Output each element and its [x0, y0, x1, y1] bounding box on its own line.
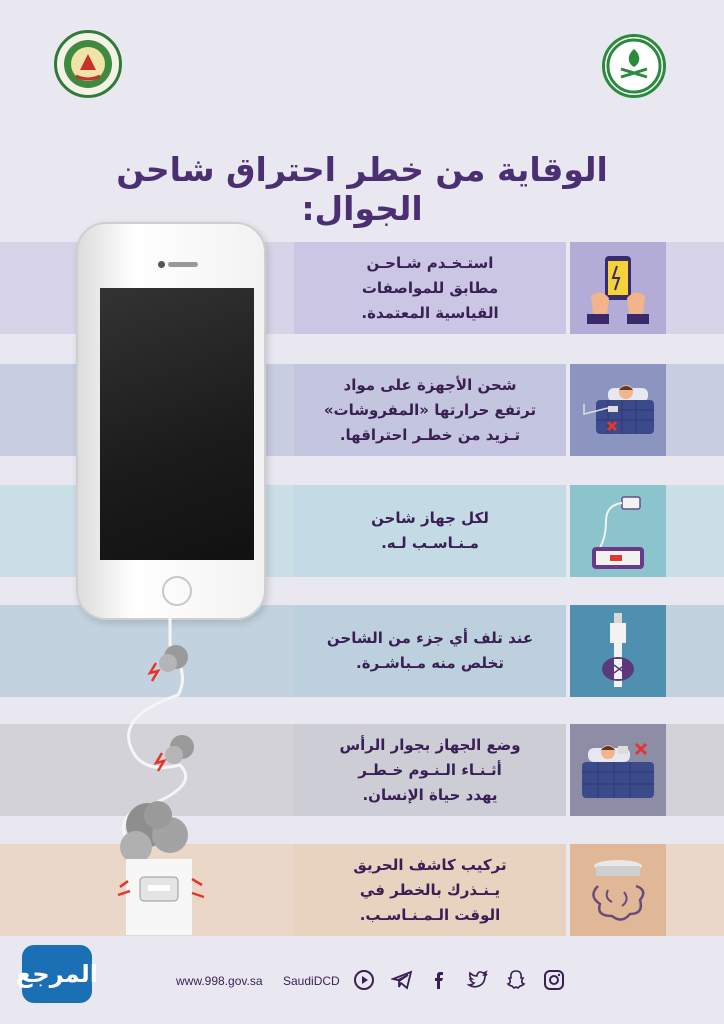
smoke-detector-icon — [578, 850, 658, 930]
smoke-cloud-icon — [159, 645, 188, 672]
tip-line: وضع الجهاز بجوار الرأس — [339, 735, 521, 754]
phone-with-charger-icon — [578, 491, 658, 571]
smoke-cloud-icon — [165, 735, 194, 764]
facebook-icon[interactable] — [428, 968, 452, 992]
row-band — [666, 844, 724, 936]
tip-text — [294, 364, 566, 456]
tip-line: شحن الأجهزة على مواد — [343, 375, 517, 394]
tip-line: يهدد حياة الإنسان. — [362, 785, 498, 804]
instagram-icon[interactable] — [542, 968, 566, 992]
tip-text — [294, 242, 566, 334]
tip-illustration — [570, 242, 666, 334]
tip-line: يـنـذرك بالخطر في — [359, 880, 501, 899]
tip-illustration — [570, 605, 666, 697]
tip-line: أثـنـاء الـنـوم خـطـر — [358, 760, 502, 779]
phone-near-head-icon — [578, 730, 658, 810]
tip-illustration — [570, 724, 666, 816]
tip-line: تركيب كاشف الحريق — [353, 855, 507, 874]
row-band — [666, 242, 724, 334]
tip-text — [294, 485, 566, 577]
website-link[interactable]: www.998.gov.sa — [176, 974, 263, 988]
person-in-bed-charging-icon — [578, 370, 658, 450]
tip-line: مـنـاسـب لـه. — [381, 534, 479, 552]
burning-charger-illustration — [100, 615, 230, 945]
damaged-cable-icon — [578, 611, 658, 691]
saudi-emblem-icon — [605, 37, 663, 95]
phone-camera — [158, 261, 165, 268]
tip-line: القياسية المعتمدة. — [361, 303, 499, 322]
tip-line: ترتفع حرارتها «المفروشات» — [323, 400, 537, 419]
row-band — [666, 364, 724, 456]
tip-line: الوقت الـمـنـاسـب. — [359, 905, 501, 924]
brand-logo[interactable]: المرجع — [22, 945, 92, 1003]
tip-line: عند تلف أي جزء من الشاحن — [326, 629, 534, 647]
smoke-cloud-icon — [120, 801, 188, 863]
twitter-icon[interactable] — [466, 968, 490, 992]
tip-text — [294, 844, 566, 936]
tip-line: مطابق للمواصفات — [361, 278, 499, 297]
phone-speaker — [168, 262, 198, 267]
phone-illustration — [76, 222, 266, 620]
tip-line: تخلص منه مـباشـرة. — [356, 654, 504, 672]
tip-text — [294, 605, 566, 697]
civil-defense-emblem-icon — [60, 36, 116, 92]
youtube-icon[interactable] — [352, 968, 376, 992]
social-icons — [352, 966, 566, 994]
tip-line: استـخـدم شـاحـن — [366, 253, 494, 272]
row-band — [666, 605, 724, 697]
row-band — [666, 485, 724, 577]
phone-home-button — [162, 576, 192, 606]
spark-icon — [150, 663, 158, 681]
phone-screen — [100, 288, 254, 560]
row-band — [666, 724, 724, 816]
tip-line: لكل جهاز شاحن — [371, 509, 489, 527]
tip-illustration — [570, 364, 666, 456]
tip-line: تـزيد من خطـر احتراقها. — [339, 425, 521, 444]
telegram-icon[interactable] — [390, 968, 414, 992]
snapchat-icon[interactable] — [504, 968, 528, 992]
interior-ministry-logo — [602, 34, 666, 98]
page-title: الوقاية من خطر احتراق شاحن الجوال: — [116, 150, 608, 228]
tip-illustration — [570, 844, 666, 936]
tip-text — [294, 724, 566, 816]
hands-charging-phone-icon — [583, 248, 653, 328]
tip-illustration — [570, 485, 666, 577]
social-handle[interactable]: SaudiDCD — [283, 974, 340, 988]
civil-defense-logo — [54, 30, 122, 98]
